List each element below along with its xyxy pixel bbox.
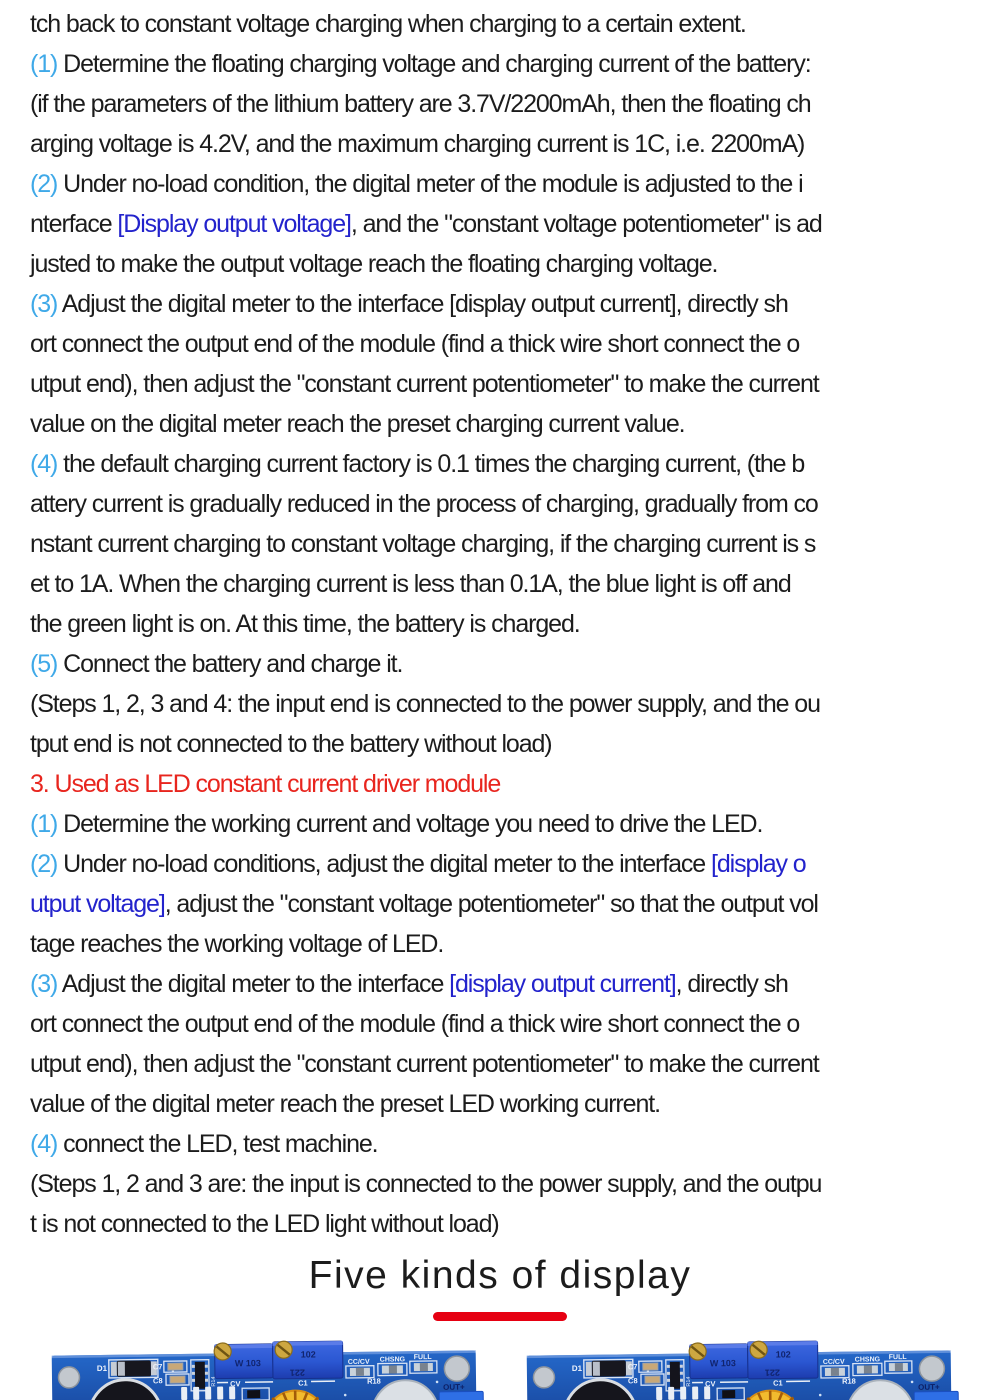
text-line xyxy=(30,204,990,244)
step-number: (2) xyxy=(30,850,58,878)
section-title: Five kinds of display xyxy=(308,1254,692,1297)
text-line xyxy=(30,84,990,124)
text-line xyxy=(30,844,990,884)
text-line xyxy=(30,964,990,1004)
text-line xyxy=(30,804,990,844)
text-line xyxy=(30,684,990,724)
text-line xyxy=(30,444,990,484)
body-text: nstant current charging to constant voltage charging, if the charging current is s xyxy=(30,530,816,558)
body-text: et to 1A. When the charging current is less than 0.1A, the blue light is off and xyxy=(30,570,791,598)
text-line xyxy=(30,1164,990,1204)
body-text: (Steps 1, 2 and 3 are: the input is connected to the power supply, and the outpu xyxy=(30,1170,822,1198)
body-text: Adjust the digital meter to the interface [display output current], directly sh xyxy=(57,290,788,318)
step-number: (4) xyxy=(30,1130,58,1158)
body-text: Adjust the digital meter to the interface xyxy=(57,970,450,998)
text-line xyxy=(30,124,990,164)
body-text: Connect the battery and charge it. xyxy=(57,650,403,678)
text-line xyxy=(30,284,990,324)
text-line xyxy=(30,884,990,924)
step-number: (4) xyxy=(30,450,58,478)
body-text: tage reaches the working voltage of LED. xyxy=(30,930,444,958)
body-text: utput end), then adjust the "constant current potentiometer" to make the current xyxy=(30,1050,819,1078)
text-line xyxy=(30,404,990,444)
text-line xyxy=(30,484,990,524)
body-text: the default charging current factory is 0.1 times the charging current, (the b xyxy=(57,450,805,478)
text-line xyxy=(30,4,990,44)
instructions-text xyxy=(30,4,990,1244)
body-text: tput end is not connected to the battery without load) xyxy=(30,730,552,758)
pcb-photo-1 xyxy=(45,1308,515,1400)
body-text: utput end), then adjust the "constant current potentiometer" to make the current xyxy=(30,370,819,398)
text-line xyxy=(30,1044,990,1084)
body-text: Under no-load condition, the digital meter of the module is adjusted to the i xyxy=(57,170,803,198)
body-text: connect the LED, test machine. xyxy=(57,1130,378,1158)
text-line xyxy=(30,1084,990,1124)
body-text: tch back to constant voltage charging when charging to a certain extent. xyxy=(30,10,746,38)
step-number: (1) xyxy=(30,810,58,838)
step-number: (3) xyxy=(30,970,58,998)
text-line xyxy=(30,564,990,604)
text-line xyxy=(30,1124,990,1164)
text-line xyxy=(30,324,990,364)
interface-ref-text: [display output current] xyxy=(449,970,676,998)
body-text: value on the digital meter reach the preset charging current value. xyxy=(30,410,685,438)
interface-ref-text: utput voltage] xyxy=(30,890,165,918)
step-number: (5) xyxy=(30,650,58,678)
body-text: ort connect the output end of the module (find a thick wire short connect the o xyxy=(30,1010,800,1038)
body-text: , and the "constant voltage potentiometer" is ad xyxy=(350,210,822,238)
text-line xyxy=(30,44,990,84)
text-line xyxy=(30,244,990,284)
body-text: (if the parameters of the lithium battery are 3.7V/2200mAh, then the floating ch xyxy=(30,90,811,118)
body-text: arging voltage is 4.2V, and the maximum charging current is 1C, i.e. 2200mA) xyxy=(30,130,805,158)
step-number: (2) xyxy=(30,170,58,198)
text-line xyxy=(30,764,990,804)
body-text: value of the digital meter reach the preset LED working current. xyxy=(30,1090,660,1118)
section-heading-red: 3. Used as LED constant current driver module xyxy=(30,770,501,798)
text-line xyxy=(30,364,990,404)
text-line xyxy=(30,604,990,644)
text-line xyxy=(30,644,990,684)
body-text: Determine the working current and voltage you need to drive the LED. xyxy=(57,810,763,838)
step-number: (3) xyxy=(30,290,58,318)
interface-ref-text: [Display output voltage] xyxy=(117,210,351,238)
text-line xyxy=(30,1204,990,1244)
body-text: Determine the floating charging voltage and charging current of the battery: xyxy=(57,50,811,78)
text-line xyxy=(30,924,990,964)
step-number: (1) xyxy=(30,50,58,78)
body-text: , directly sh xyxy=(675,970,788,998)
text-line xyxy=(30,164,990,204)
body-text: nterface xyxy=(30,210,118,238)
pcb-photo-2 xyxy=(520,1308,990,1400)
body-text: Under no-load conditions, adjust the digital meter to the interface xyxy=(57,850,711,878)
body-text: t is not connected to the LED light without load) xyxy=(30,1210,499,1238)
body-text: justed to make the output voltage reach the floating charging voltage. xyxy=(30,250,718,278)
interface-ref-text: [display o xyxy=(710,850,806,878)
body-text: ort connect the output end of the module (find a thick wire short connect the o xyxy=(30,330,800,358)
text-line xyxy=(30,1004,990,1044)
text-line xyxy=(30,524,990,564)
body-text: the green light is on. At this time, the battery is charged. xyxy=(30,610,580,638)
body-text: , adjust the "constant voltage potentiometer" so that the output vol xyxy=(164,890,818,918)
text-line xyxy=(30,724,990,764)
body-text: (Steps 1, 2, 3 and 4: the input end is connected to the power supply, and the ou xyxy=(30,690,820,718)
body-text: attery current is gradually reduced in the process of charging, gradually from co xyxy=(30,490,818,518)
